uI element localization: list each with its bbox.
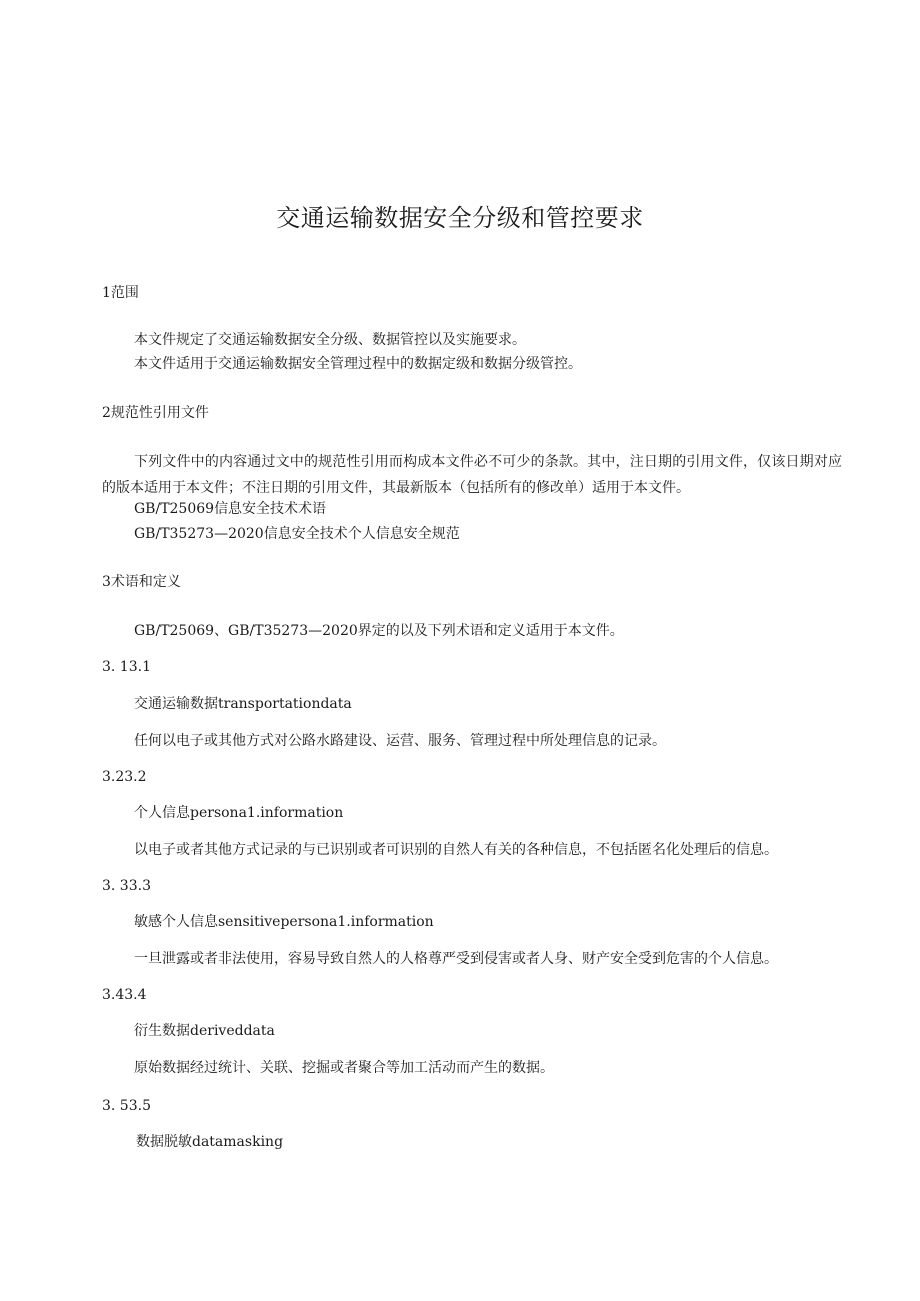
term-definition: 原始数据经过统计、关联、挖掘或者聚合等加工活动而产生的数据。 — [134, 1060, 554, 1076]
section-1-heading: 1范围 — [102, 285, 139, 301]
term-definition: 任何以电子或其他方式对公路水路建设、运营、服务、管理过程中所处理信息的记录。 — [134, 733, 666, 749]
term-name: 敏感个人信息sensitivepersona1.information — [134, 914, 434, 930]
section-3-intro: GB/T25069、GB/T35273—2020界定的以及下列术语和定义适用于本文件。 — [134, 623, 624, 639]
term-number: 3. 13.1 — [102, 659, 151, 675]
document-title: 交通运输数据安全分级和管控要求 — [276, 204, 644, 232]
term-number: 3.43.4 — [102, 987, 147, 1003]
term-name: 数据脱敏datamasking — [136, 1134, 284, 1150]
section-2-heading: 2规范性引用文件 — [102, 405, 209, 421]
term-definition: 一旦泄露或者非法使用，容易导致自然人的人格尊严受到侵害或者人身、财产安全受到危害的个人信息。 — [134, 951, 778, 967]
term-definition: 以电子或者其他方式记录的与已识别或者可识别的自然人有关的各种信息，不包括匿名化处理后的信息。 — [134, 842, 778, 858]
term-number: 3.23.2 — [102, 769, 147, 785]
normative-reference-1: GB/T25069信息安全技术术语 — [134, 501, 327, 517]
section-1-paragraph-1: 本文件规定了交通运输数据安全分级、数据管控以及实施要求。 — [134, 332, 526, 348]
term-number: 3. 33.3 — [102, 878, 151, 894]
term-name: 衍生数据deriveddata — [134, 1023, 275, 1039]
section-3-heading: 3术语和定义 — [102, 574, 181, 590]
term-number: 3. 53.5 — [102, 1098, 151, 1114]
section-2-intro-paragraph: 下列文件中的内容通过文中的规范性引用而构成本文件必不可少的条款。其中，注日期的引用文件，仅该日期对应的版本适用于本文件；不注日期的引用文件，其最新版本（包括所有的修改单）适用于本文件。 — [102, 454, 842, 496]
normative-reference-2: GB/T35273—2020信息安全技术个人信息安全规范 — [134, 526, 460, 542]
section-1-paragraph-2: 本文件适用于交通运输数据安全管理过程中的数据定级和数据分级管控。 — [134, 356, 582, 372]
term-name: 个人信息persona1.information — [134, 805, 344, 821]
term-name: 交通运输数据transportationdata — [134, 696, 352, 712]
